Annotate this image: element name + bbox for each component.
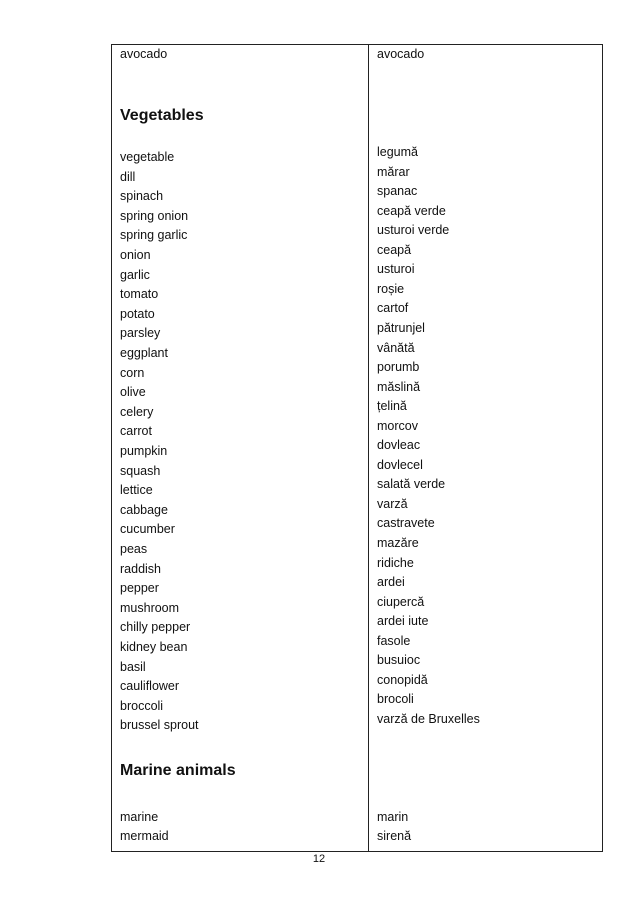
english-word: marine (120, 810, 159, 824)
english-word: carrot (120, 424, 152, 439)
romanian-word: castravete (377, 516, 435, 531)
english-word: cauliflower (120, 679, 180, 694)
english-word: brussel sprout (120, 718, 199, 733)
romanian-word: usturoi verde (377, 223, 450, 238)
romanian-word: salată verde (377, 477, 446, 492)
romanian-word: varză (377, 496, 408, 511)
romanian-word: morcov (377, 418, 418, 433)
page-number: 12 (312, 853, 326, 865)
english-word: tomato (120, 287, 159, 302)
english-word: olive (120, 385, 146, 400)
english-word: basil (120, 659, 146, 674)
english-word: broccoli (120, 698, 164, 713)
romanian-word: vânătă (377, 340, 415, 355)
romanian-word: roșie (377, 281, 405, 296)
section-heading: Vegetables (120, 107, 204, 124)
romanian-word: măslină (377, 379, 421, 394)
romanian-word: dovlecel (377, 457, 423, 472)
romanian-word: mărar (377, 164, 410, 179)
romanian-word: brocoli (377, 692, 414, 707)
romanian-word: spanac (377, 184, 418, 199)
romanian-word: busuioc (377, 653, 421, 668)
english-word: dill (120, 169, 136, 184)
english-word: spring garlic (120, 228, 188, 243)
romanian-word: cartof (377, 301, 409, 316)
english-word: spring onion (120, 208, 189, 223)
english-word: eggplant (120, 346, 168, 360)
romanian-word: usturoi (377, 262, 415, 277)
english-word: pepper (120, 581, 159, 596)
english-word: mermaid (120, 829, 169, 843)
romanian-word: dovleac (377, 438, 421, 453)
english-word: onion (120, 248, 151, 262)
section-heading: Marine animals (120, 762, 236, 779)
romanian-word: avocado (377, 47, 425, 61)
english-word: lettice (120, 483, 153, 498)
english-word: squash (120, 463, 161, 478)
romanian-word: ardei iute (377, 614, 429, 629)
romanian-word: porumb (377, 360, 420, 375)
romanian-word: varză de Bruxelles (377, 711, 480, 726)
english-word: kidney bean (120, 640, 188, 654)
romanian-word: conopidă (377, 672, 428, 687)
romanian-word: legumă (377, 145, 418, 159)
romanian-word: pătrunjel (377, 320, 425, 335)
english-word: chilly pepper (120, 620, 191, 635)
english-word: corn (120, 365, 145, 380)
english-word: cucumber (120, 522, 175, 537)
romanian-word: ceapă (377, 242, 412, 257)
english-word: potato (120, 306, 155, 321)
english-word: avocado (120, 47, 168, 61)
romanian-word: ceapă verde (377, 203, 446, 218)
english-word: spinach (120, 189, 164, 204)
english-word: cabbage (120, 502, 168, 517)
column-divider (368, 44, 369, 852)
english-word: mushroom (120, 600, 180, 615)
english-word: parsley (120, 326, 161, 341)
english-word: garlic (120, 267, 150, 282)
english-word: pumpkin (120, 444, 168, 458)
romanian-word: țelină (377, 399, 407, 414)
romanian-word: mazăre (377, 536, 419, 550)
english-word: raddish (120, 561, 161, 576)
english-word: peas (120, 542, 148, 556)
romanian-word: ciupercă (377, 594, 425, 609)
romanian-word: fasole (377, 633, 411, 648)
romanian-word: ridiche (377, 555, 414, 570)
romanian-word: marin (377, 810, 409, 824)
english-word: celery (120, 404, 154, 419)
romanian-word: ardei (377, 575, 405, 590)
english-word: vegetable (120, 150, 175, 164)
romanian-word: sirenă (377, 829, 412, 843)
